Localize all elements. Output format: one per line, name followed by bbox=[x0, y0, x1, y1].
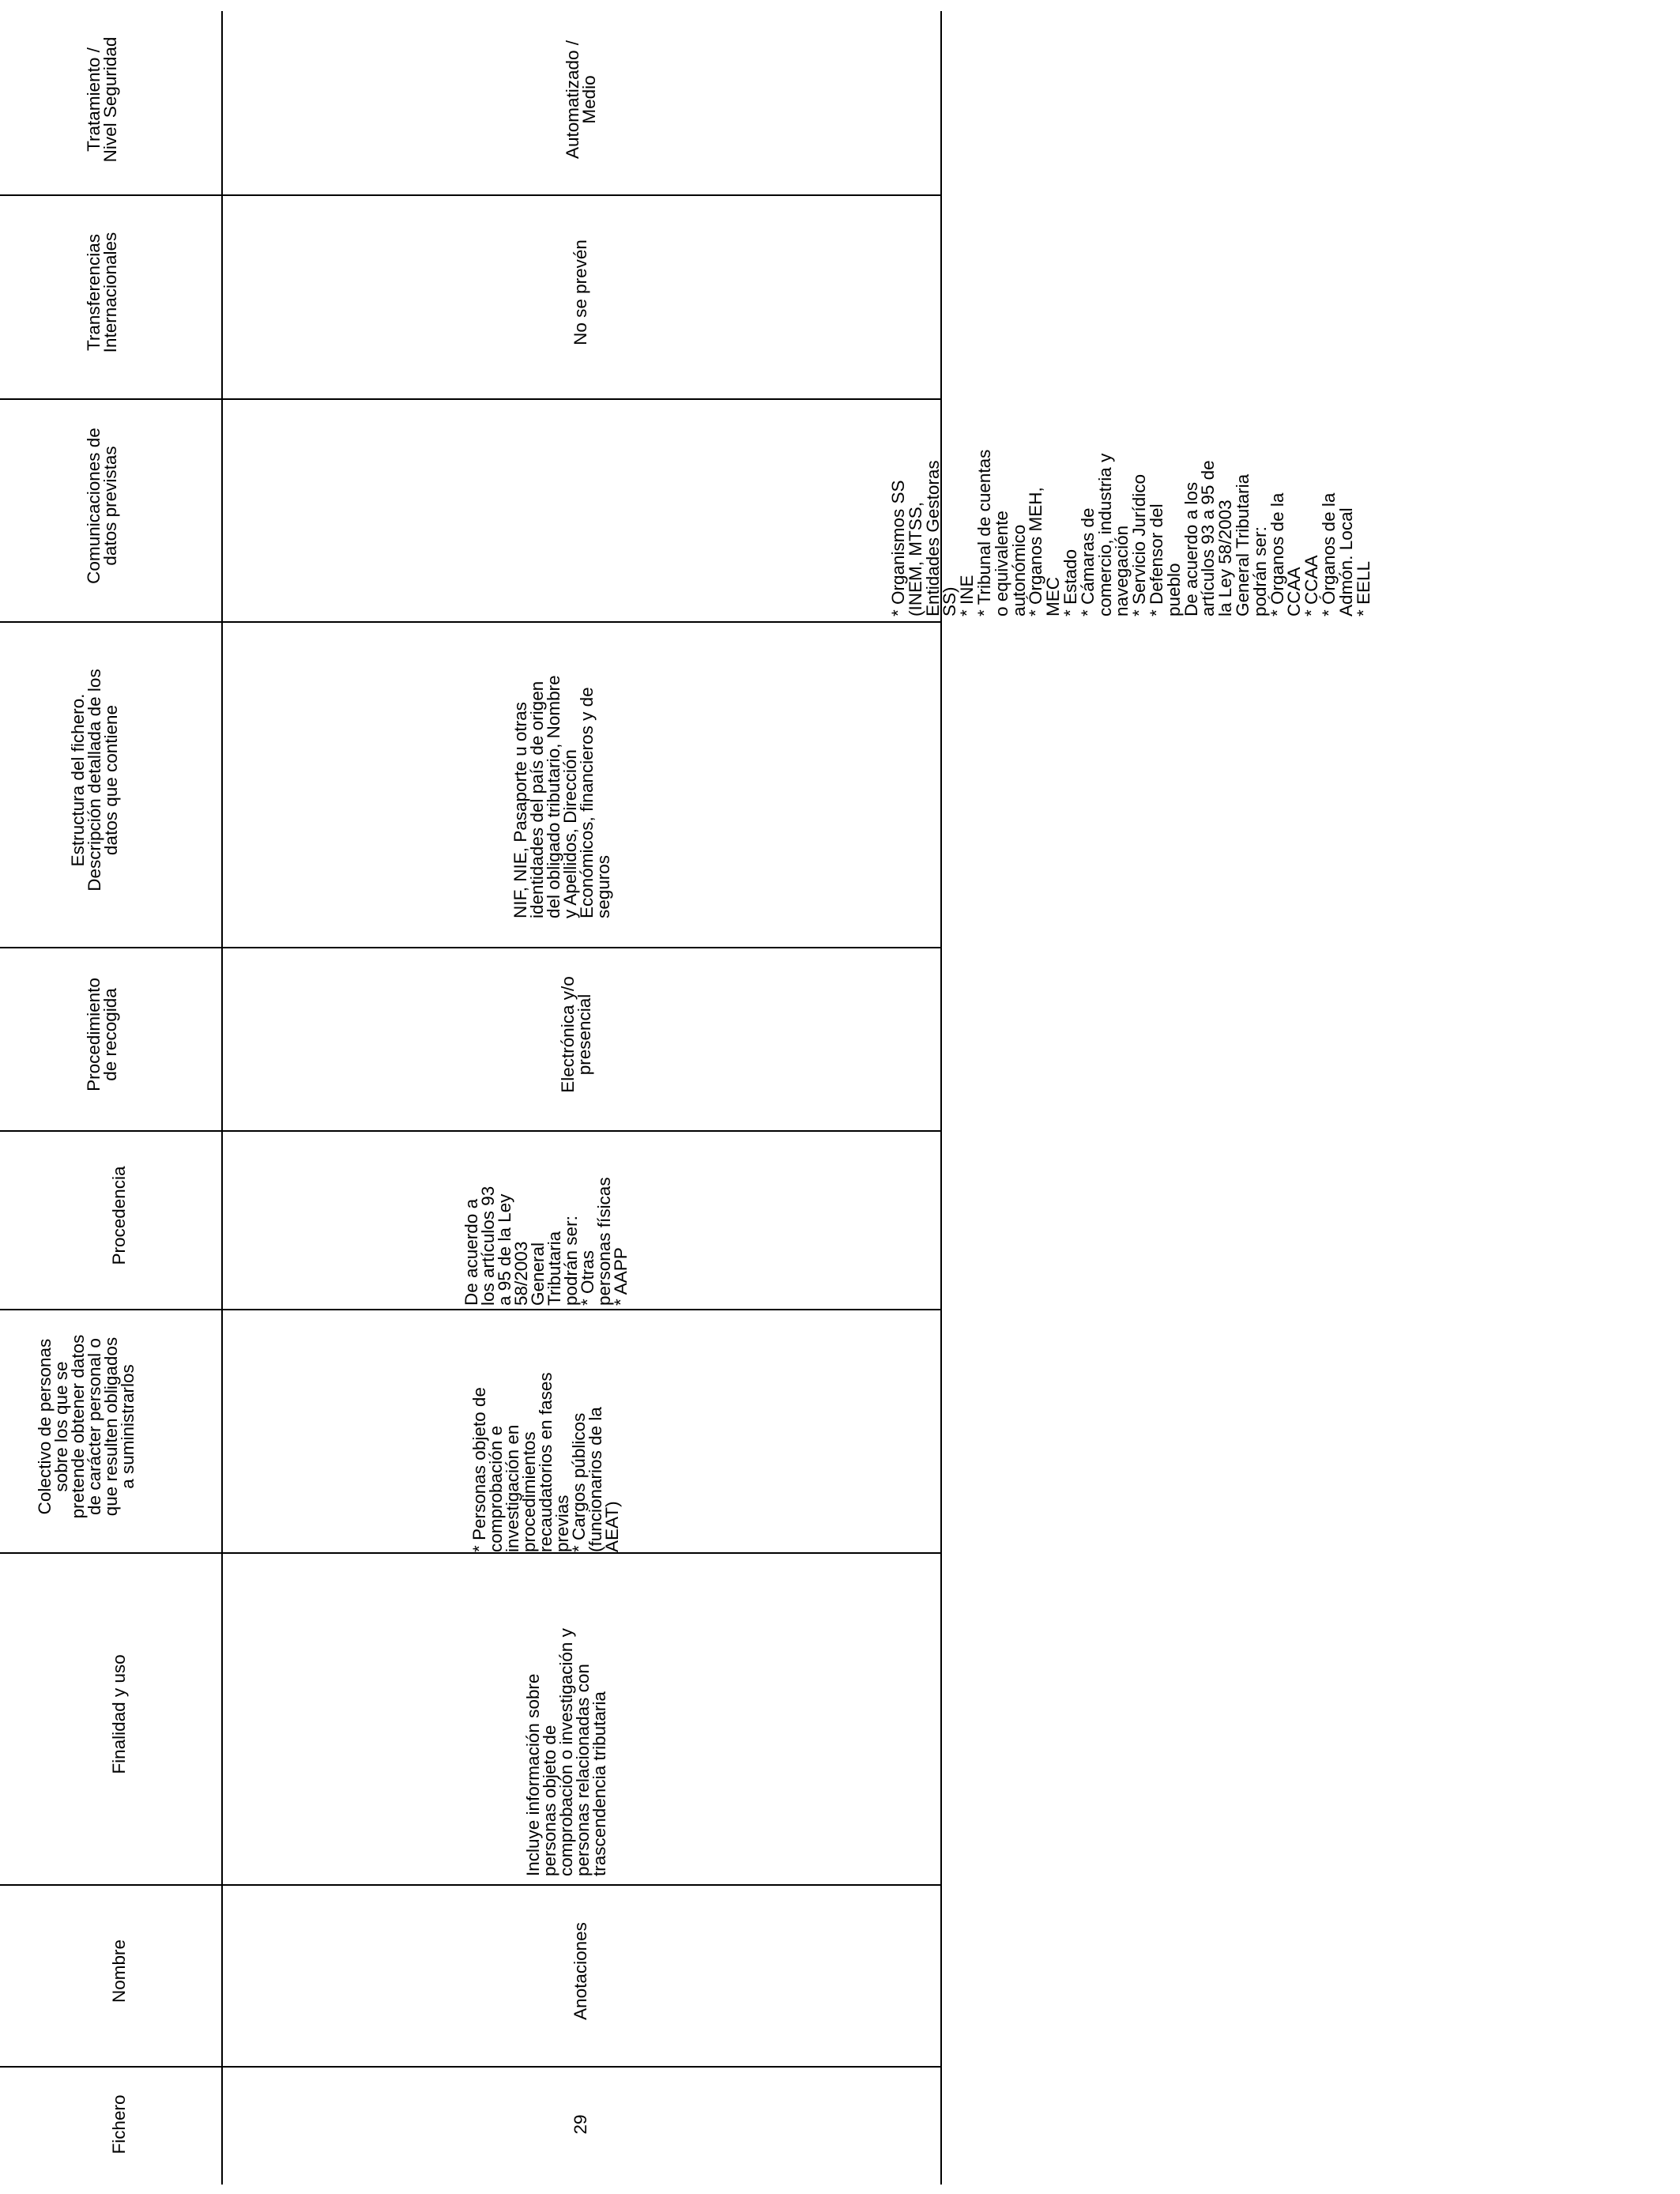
header-estructura: Estructura del fichero. Descripción detallada de los datos que contiene bbox=[68, 669, 121, 892]
header-colectivo: Colectivo de personas sobre los que se pretende obtener datos de carácter personal o que resulten obligados a suministrarlos bbox=[35, 1334, 137, 1519]
cell-estructura: NIF, NIE, Pasaporte u otras identidades del país de origen del obligado tributario, Nombre y Apellidos, Dirección Económicos, financieros y de seguros bbox=[510, 675, 613, 918]
row-divider bbox=[0, 1884, 940, 1886]
cell-transferencias: No se prevén bbox=[571, 239, 590, 345]
row-divider bbox=[0, 398, 940, 400]
cell-tratamiento: Automatizado / Medio bbox=[563, 40, 599, 160]
row-divider bbox=[0, 1130, 940, 1132]
header-transferencias: Transferencias Internacionales bbox=[84, 232, 120, 353]
header-fichero: Fichero bbox=[109, 2094, 129, 2154]
row-divider bbox=[0, 194, 940, 196]
row-divider bbox=[0, 1552, 940, 1554]
cell-fichero: 29 bbox=[571, 2114, 590, 2135]
cell-procedimiento: Electrónica y/o presencial bbox=[558, 976, 594, 1093]
cell-comunicaciones: * Organismos SS (INEM, MTSS, Entidades Gestoras SS) * INE * Tribunal de cuentas o equivalente autonómico * Órganos MEH, MEC * Estado * Cámaras de comercio, industria y navegación * Servicio Jurídico * Defensor del pueblo De acuerdo a los artículos 93 a 95 de la Ley 58/2003 General Tributaria podrán ser: * Órganos de la CCAA * CCAA * Órganos de la Admón. Local * EELL bbox=[888, 449, 1373, 616]
header-procedimiento: Procedimiento de recogida bbox=[84, 978, 120, 1091]
cell-finalidad: Incluye información sobre personas objeto de comprobación o investigación y personas relacionadas con trascendencia tributaria bbox=[523, 1628, 609, 1876]
header-procedencia: Procedencia bbox=[109, 1166, 129, 1265]
cell-colectivo: * Personas objeto de comprobación e investigación en procedimientos recaudatorios en fases previas * Cargos públicos (funcionarios de la AEAT) bbox=[469, 1372, 622, 1552]
row-divider bbox=[0, 1309, 940, 1310]
table-right-border bbox=[940, 11, 942, 2185]
row-divider bbox=[0, 947, 940, 948]
header-nombre: Nombre bbox=[109, 1939, 129, 2004]
header-finalidad: Finalidad y uso bbox=[109, 1654, 129, 1774]
cell-procedencia: De acuerdo a los artículos 93 a 95 de la Ley 58/2003 General Tributaria podrán ser: * Otras personas físicas * AAPP bbox=[461, 1177, 631, 1306]
table-left-border bbox=[221, 11, 223, 2185]
row-divider bbox=[0, 2066, 940, 2068]
header-tratamiento: Tratamiento / Nivel Seguridad bbox=[84, 36, 120, 163]
cell-nombre: Anotaciones bbox=[571, 1922, 590, 2020]
row-divider bbox=[0, 621, 940, 623]
header-comunicaciones: Comunicaciones de datos previstas bbox=[84, 428, 120, 584]
